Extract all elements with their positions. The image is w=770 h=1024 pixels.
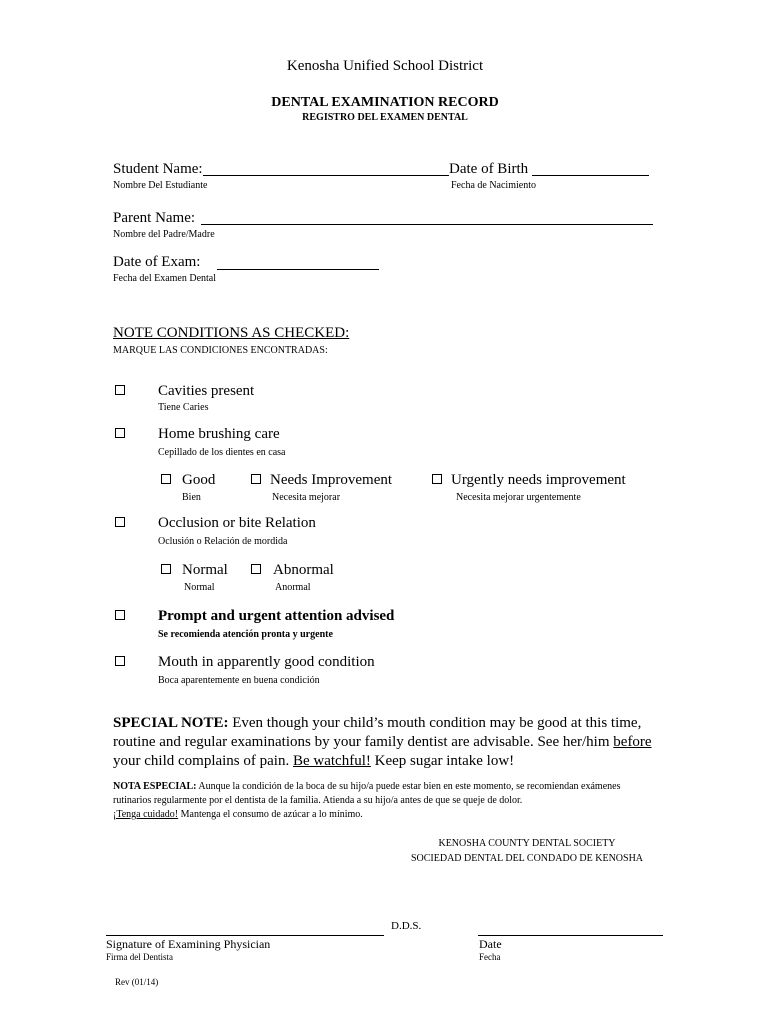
society-line-1: KENOSHA COUNTY DENTAL SOCIETY: [438, 838, 616, 849]
good-condition-label: Mouth in apparently good condition: [158, 654, 375, 670]
special-note-text-2: your child complains of pain.: [113, 753, 293, 769]
good-condition-es: Boca aparentemente en buena condición: [158, 675, 320, 686]
form-subtitle: REGISTRO DEL EXAMEN DENTAL: [302, 112, 468, 123]
exam-date-field[interactable]: [217, 269, 379, 270]
dob-label: Date of Birth: [449, 161, 529, 177]
form-title: DENTAL EXAMINATION RECORD: [271, 95, 499, 110]
special-note-before: before: [613, 734, 652, 750]
district-name: Kenosha Unified School District: [286, 58, 484, 74]
dds-label: D.D.S.: [391, 920, 422, 932]
prompt-label: Prompt and urgent attention advised: [158, 608, 395, 624]
occlusion-abnormal-label: Abnormal: [273, 562, 334, 578]
brushing-urgent-es: Necesita mejorar urgentemente: [456, 492, 581, 503]
exam-date-es: Fecha del Examen Dental: [113, 273, 217, 284]
brushing-good-checkbox[interactable]: [161, 474, 171, 484]
brushing-good-es: Bien: [182, 492, 201, 503]
nota-especial-text-1: Aunque la condición de la boca de su hijo/a puede estar bien en este momento, se recomiendan exámenes rutinarios regularmente por el dentista de la familia. Atienda a su hijo/a antes de que se queje de dolor.: [113, 781, 621, 806]
conditions-heading-es: MARQUE LAS CONDICIONES ENCONTRADAS:: [113, 345, 328, 356]
nota-especial: [113, 780, 658, 822]
date-es: Fecha: [479, 952, 501, 962]
brushing-needs-es: Necesita mejorar: [272, 492, 341, 503]
brushing-needs-checkbox[interactable]: [251, 474, 261, 484]
occlusion-abnormal-checkbox[interactable]: [251, 564, 261, 574]
occlusion-normal-es: Normal: [184, 582, 215, 593]
student-name-es: Nombre Del Estudiante: [113, 180, 208, 191]
signature-label: Signature of Examining Physician: [106, 937, 271, 951]
student-name-field[interactable]: [203, 175, 449, 176]
special-note-text-1: Even though your child’s mouth condition may be good at this time, routine and regular examinations by your family dentist are advisable. See her/him: [113, 715, 642, 750]
signature-field[interactable]: [106, 935, 384, 936]
occlusion-label: Occlusion or bite Relation: [158, 515, 316, 531]
brushing-urgent-checkbox[interactable]: [432, 474, 442, 484]
exam-date-label: Date of Exam:: [113, 254, 201, 270]
good-condition-checkbox[interactable]: [115, 656, 125, 666]
date-label: Date: [479, 937, 502, 951]
parent-name-es: Nombre del Padre/Madre: [113, 229, 215, 240]
conditions-heading: NOTE CONDITIONS AS CHECKED:: [113, 325, 350, 341]
prompt-es: Se recomienda atención pronta y urgente: [158, 629, 333, 640]
occlusion-normal-checkbox[interactable]: [161, 564, 171, 574]
brushing-needs-label: Needs Improvement: [270, 472, 393, 488]
brushing-checkbox[interactable]: [115, 428, 125, 438]
occlusion-es: Oclusión o Relación de mordida: [158, 536, 288, 547]
cavities-checkbox[interactable]: [115, 385, 125, 395]
dob-field[interactable]: [532, 175, 649, 176]
brushing-label: Home brushing care: [158, 426, 280, 442]
brushing-good-label: Good: [182, 472, 216, 488]
nota-especial-text-2: Mantenga el consumo de azúcar a lo mínimo.: [178, 809, 363, 820]
cavities-label: Cavities present: [158, 383, 255, 399]
cavities-es: Tiene Caries: [158, 402, 209, 413]
brushing-urgent-label: Urgently needs improvement: [451, 472, 626, 488]
special-note-label: SPECIAL NOTE:: [113, 715, 229, 731]
prompt-checkbox[interactable]: [115, 610, 125, 620]
occlusion-normal-label: Normal: [182, 562, 228, 578]
nota-especial-label: NOTA ESPECIAL:: [113, 781, 197, 792]
society-line-2: SOCIEDAD DENTAL DEL CONDADO DE KENOSHA: [410, 853, 644, 864]
revision: Rev (01/14): [115, 977, 159, 987]
nota-especial-cuidado: ¡Tenga cuidado!: [113, 809, 179, 820]
special-note-watchful: Be watchful!: [292, 753, 371, 769]
signature-es: Firma del Dentista: [106, 952, 173, 962]
parent-name-label: Parent Name:: [113, 210, 196, 226]
special-note-text-3: Keep sugar intake low!: [370, 753, 515, 769]
occlusion-abnormal-es: Anormal: [275, 582, 311, 593]
occlusion-checkbox[interactable]: [115, 517, 125, 527]
signature-date-field[interactable]: [478, 935, 663, 936]
dob-es: Fecha de Nacimiento: [451, 180, 536, 191]
special-note: [113, 714, 673, 771]
student-name-label: Student Name:: [113, 161, 203, 177]
brushing-es: Cepillado de los dientes en casa: [158, 447, 286, 458]
parent-name-field[interactable]: [201, 224, 653, 225]
